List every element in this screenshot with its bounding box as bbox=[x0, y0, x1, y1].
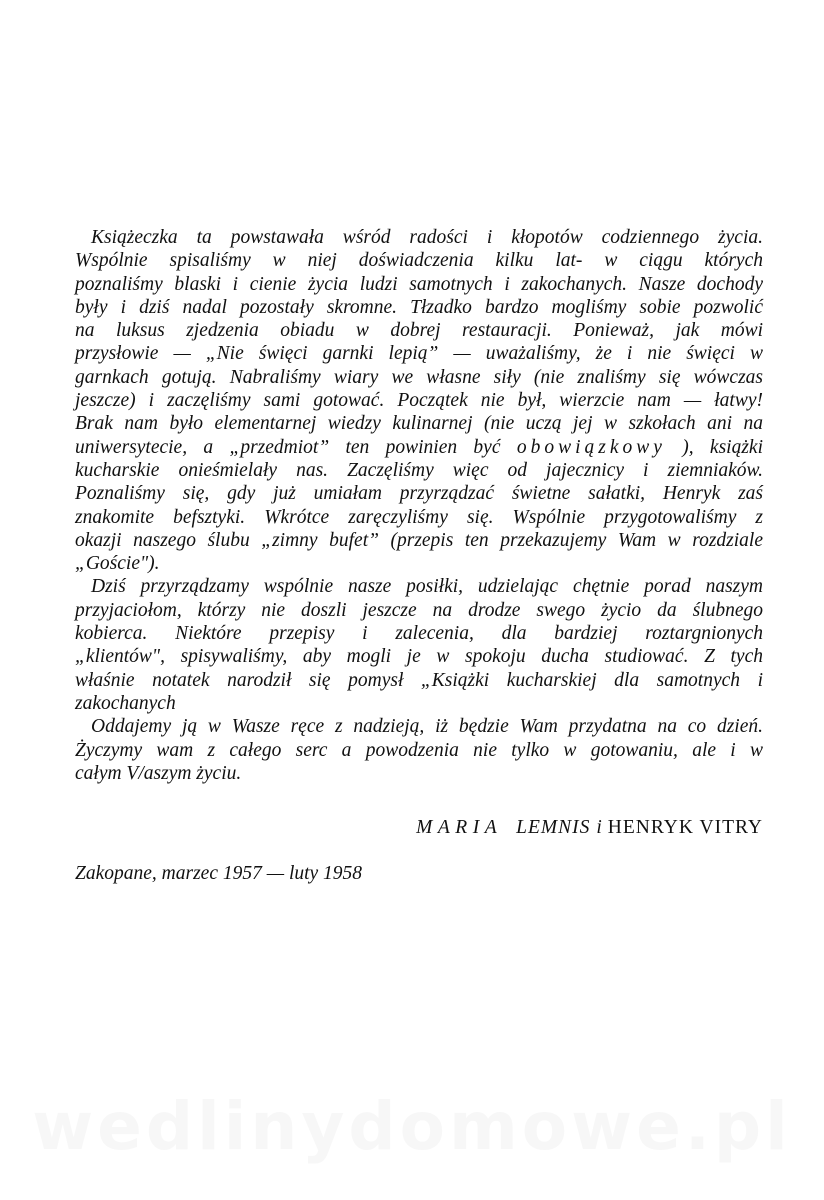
paragraph-3-line-3: całym V/aszym życiu. bbox=[75, 762, 242, 784]
paragraph-1-line-1: Książeczka ta powstawała wśród radości i kłopotów codziennego życia. bbox=[91, 227, 763, 248]
author-1-first-name: MARIA bbox=[416, 817, 503, 838]
paragraph-3-line-2: Życzymy wam z całego serc a powodzenia nie tylko w gotowaniu, ale i w bbox=[75, 739, 763, 761]
paragraph-1-line-11: kucharskie onieśmielały nas. Zaczęliśmy więc od jajecznicy i ziemniaków. bbox=[75, 459, 763, 481]
paragraph-1-line-6: przysłowie — „Nie święci garnki lepią” — uważaliśmy, że i nie święci w bbox=[75, 343, 763, 365]
paragraph-2-line-4: „klientów", spisywaliśmy, aby mogli je w spokoju ducha studiować. Z tych bbox=[75, 646, 763, 668]
paragraph-1-line-5: na luksus zjedzenia obiadu w dobrej restauracji. Ponieważ, jak mówi bbox=[75, 320, 763, 342]
paragraph-2-line-1: Dziś przyrządzamy wspólnie nasze posiłki, udzielając chętnie porad naszym bbox=[91, 576, 763, 598]
authors-signature bbox=[416, 816, 763, 840]
line-10-start: uniwersytecie, a „przedmiot” ten powinien być bbox=[75, 436, 501, 458]
paragraph-2-line-2: przyjaciołom, którzy nie doszli jeszcze na drodze swego życio da ślubnego bbox=[75, 599, 763, 621]
site-watermark: wedlinydomowe.pl bbox=[32, 1088, 792, 1165]
place-and-date: Zakopane, marzec 1957 — luty 1958 bbox=[75, 863, 363, 884]
paragraph-2-line-3: kobierca. Niektóre przepisy i zalecenia, dla bardziej roztargnionych bbox=[75, 623, 763, 645]
paragraph-1-line-2: Wspólnie spisaliśmy w niej doświadczenia kilku lat- w ciągu których bbox=[75, 250, 763, 272]
paragraph-1-line-12: Poznaliśmy się, gdy już umiałam przyrządzać świetne sałatki, Henryk zaś bbox=[75, 483, 763, 505]
author-conjunction: i bbox=[596, 817, 602, 838]
paragraph-2-line-5: właśnie notatek narodził się pomysł „Książki kucharskiej dla samotnych i bbox=[75, 669, 763, 691]
paragraph-1-line-3: poznaliśmy blaski i cienie życia ludzi samotnych i zakochanych. Nasze dochody bbox=[75, 273, 763, 295]
preface-text bbox=[75, 226, 763, 785]
paragraph-1-line-15: „Goście"). bbox=[75, 553, 160, 575]
paragraph-1-line-10 bbox=[75, 436, 763, 459]
paragraph-1-line-14: okazji naszego ślubu „zimny bufet” (przepis ten przekazujemy Wam w rozdziale bbox=[75, 529, 763, 551]
paragraph-1-line-13: znakomite befsztyki. Wkrótce zaręczyliśmy się. Wspólnie przygotowaliśmy z bbox=[75, 506, 763, 528]
paragraph-2-line-6: zakochanych bbox=[75, 692, 176, 714]
paragraph-1-line-7: garnkach gotują. Nabraliśmy wiary we własne siły (nie znaliśmy się wówczas bbox=[75, 366, 763, 388]
line-10-end: ), książki bbox=[682, 436, 764, 458]
paragraph-3-line-1: Oddajemy ją w Wasze ręce z nadzieją, iż będzie Wam przydatna na co dzień. bbox=[91, 716, 763, 738]
paragraph-1-line-9: Brak nam było elementarnej wiedzy kulinarnej (nie uczą jej w szkołach ani na bbox=[75, 413, 763, 435]
author-2-name: HENRYK VITRY bbox=[607, 817, 763, 838]
spaced-word: obowiązkowy bbox=[516, 436, 666, 458]
paragraph-1-line-8: jeszcze) i zaczęliśmy sami gotować. Początek nie był, wierzcie nam — łatwy! bbox=[75, 390, 763, 412]
paragraph-1-line-4: były i dziś nadal pozostały skromne. Tłzadko bardzo mogliśmy sobie pozwolić bbox=[75, 296, 763, 318]
author-1-surname: LEMNIS bbox=[516, 817, 591, 838]
